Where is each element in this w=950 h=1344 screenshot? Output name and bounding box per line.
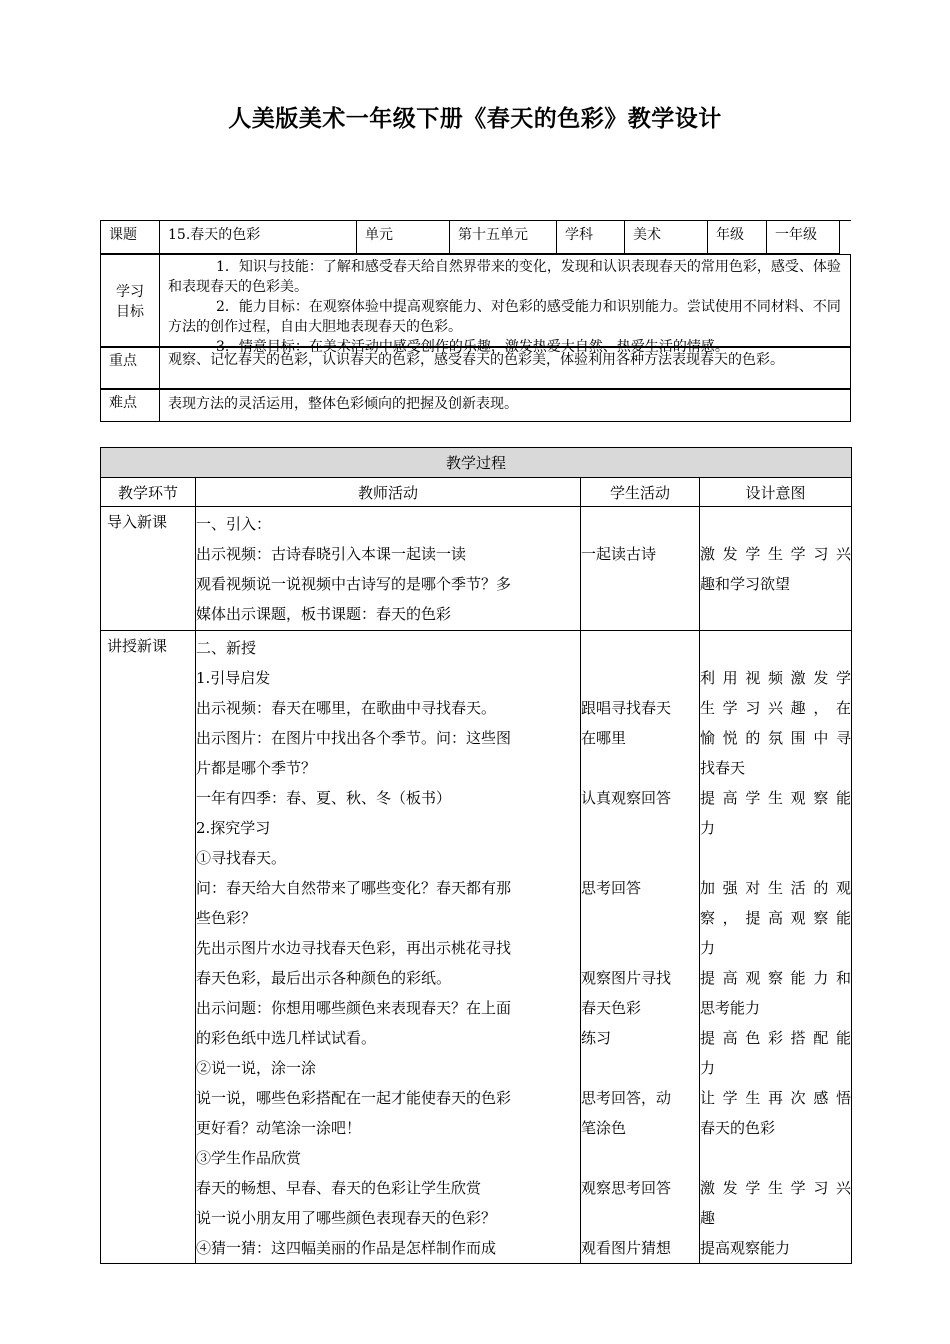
cell-line: 出示视频：古诗春晓引入本课一起读一读 <box>196 545 467 563</box>
subject-label: 学科 <box>557 221 625 254</box>
cell-line: 找春天 <box>700 759 746 777</box>
objective-ability: 2．能力目标：在观察体验中提高观察能力、对色彩的感受能力和识别能力。尝试使用不同材料、不同方法的创作过程，自由大胆地表现春天的色彩。 <box>168 299 841 335</box>
cell-line <box>581 1203 699 1233</box>
cell-line: 春天色彩，最后出示各种颜色的彩纸。 <box>196 969 452 987</box>
cell-line: 二、新授 <box>196 639 257 657</box>
cell-line: 跟唱寻找春天 <box>581 699 672 717</box>
cell-line: 趣 <box>700 1209 716 1227</box>
cell-line: 观察图片寻找 <box>581 969 672 987</box>
student-activity-cell <box>581 631 700 1264</box>
cell-line <box>581 843 699 873</box>
cell-line: 提高学生观察能 <box>700 789 852 807</box>
cell-line: 趣和学习欲望 <box>700 575 791 593</box>
unit-value: 第十五单元 <box>450 221 557 254</box>
cell-line: 观察思考回答 <box>581 1179 672 1197</box>
cell-line: 春天的畅想、早春、春天的色彩让学生欣赏 <box>196 1179 482 1197</box>
col-header-stage: 教学环节 <box>101 478 196 507</box>
cell-line: 加强对生活的观 <box>700 879 852 897</box>
cell-line: 观看视频说一说视频中古诗写的是哪个季节？多 <box>196 575 512 593</box>
cell-line <box>581 933 699 963</box>
cell-line: 些色彩？ <box>196 909 257 927</box>
cell-line: 察，提高观察能 <box>700 909 852 927</box>
cell-line: 媒体出示课题，板书课题：春天的色彩 <box>196 605 452 623</box>
col-header-design: 设计意图 <box>700 478 852 507</box>
cell-line <box>700 843 851 873</box>
grade-label: 年级 <box>708 221 767 254</box>
cell-line: 先出示图片水边寻找春天色彩，再出示桃花寻找 <box>196 939 512 957</box>
cell-line: ④猜一猜：这四幅美丽的作品是怎样制作而成 <box>196 1239 497 1257</box>
cell-line: 让学生再次感悟 <box>700 1089 852 1107</box>
cell-line: 出示图片：在图片中找出各个季节。问：这些图 <box>196 729 512 747</box>
cell-line: 提高色彩搭配能 <box>700 1029 852 1047</box>
teacher-activity-cell <box>196 631 581 1264</box>
cell-line <box>700 633 851 663</box>
objective-emotion: 3．情意目标：在美术活动中感受创作的乐趣，激发热爱大自然、热爱生活的情感。 <box>216 339 729 355</box>
cell-line: 提高观察能力和 <box>700 969 852 987</box>
cell-line: 一、引入： <box>196 515 272 533</box>
cell-line: 提高观察能力 <box>700 1239 791 1257</box>
cell-line: 问：春天给大自然带来了哪些变化？春天都有那 <box>196 879 512 897</box>
cell-line: 思考能力 <box>700 999 761 1017</box>
lesson-info-table <box>100 220 851 422</box>
cell-line: 生学习兴趣，在 <box>700 699 852 717</box>
cell-line <box>581 753 699 783</box>
cell-line <box>581 1143 699 1173</box>
subject-value: 美术 <box>625 221 708 254</box>
student-activity-cell <box>581 507 700 631</box>
course-label: 课题 <box>101 221 160 254</box>
info-row-course <box>100 220 851 254</box>
process-row-new-lesson <box>101 631 852 1264</box>
stage-cell: 讲授新课 <box>101 631 196 1264</box>
info-row-key <box>100 347 851 389</box>
cell-line: 力 <box>700 819 716 837</box>
process-column-headers <box>101 478 852 507</box>
cell-line: 观看图片猜想 <box>581 1239 672 1257</box>
objectives-label: 学习目标 <box>101 255 160 347</box>
key-body: 观察、记忆春天的色彩，认识春天的色彩，感受春天的色彩美，体验利用各种方法表现春天的色彩。 <box>160 348 851 389</box>
cell-line: 一年有四季：春、夏、秋、冬（板书） <box>196 789 452 807</box>
cell-line: 激发学生学习兴 <box>700 545 852 563</box>
cell-line: 利用视频激发学 <box>700 669 852 687</box>
cell-line: 愉悦的氛围中寻 <box>700 729 852 747</box>
cell-line: 春天色彩 <box>581 999 642 1017</box>
objective-knowledge: 1．知识与技能：了解和感受春天给自然界带来的变化，发现和认识表现春天的常用色彩，感受、体验和表现春天的色彩美。 <box>168 259 841 295</box>
cell-line: 说一说，哪些色彩搭配在一起才能使春天的色彩 <box>196 1089 512 1107</box>
cell-line: 思考回答 <box>581 879 642 897</box>
cell-line: ③学生作品欣赏 <box>196 1149 302 1167</box>
design-intent-cell <box>700 631 852 1264</box>
col-header-student: 学生活动 <box>581 478 700 507</box>
cell-line: 2.探究学习 <box>196 819 271 837</box>
cell-line: 在哪里 <box>581 729 627 747</box>
grade-value: 一年级 <box>767 221 840 254</box>
cell-line: 力 <box>700 1059 716 1077</box>
cell-line <box>581 509 699 539</box>
difficulty-label: 难点 <box>101 390 160 422</box>
cell-line <box>581 663 699 693</box>
cell-line: 激发学生学习兴 <box>700 1179 852 1197</box>
cell-line: 1.引导启发 <box>196 669 271 687</box>
process-row-intro <box>101 507 852 631</box>
teaching-process-table <box>100 447 852 1264</box>
teacher-activity-cell <box>196 507 581 631</box>
cell-line <box>700 1143 851 1173</box>
page-title: 人美版美术一年级下册《春天的色彩》教学设计 <box>228 106 722 132</box>
cell-line: 力 <box>700 939 716 957</box>
difficulty-body: 表现方法的灵活运用，整体色彩倾向的把握及创新表现。 <box>160 390 851 422</box>
cell-line: 春天的色彩 <box>700 1119 776 1137</box>
cell-line <box>581 633 699 663</box>
cell-line: 说一说小朋友用了哪些颜色表现春天的色彩？ <box>196 1209 497 1227</box>
process-heading-row <box>101 448 852 478</box>
key-label: 重点 <box>101 348 160 389</box>
process-heading: 教学过程 <box>101 448 852 478</box>
cell-line: ②说一说，涂一涂 <box>196 1059 317 1077</box>
cell-line: 的彩色纸中选几样试试看。 <box>196 1029 377 1047</box>
cell-line: ①寻找春天。 <box>196 849 287 867</box>
cell-line: 练习 <box>581 1029 612 1047</box>
cell-line: 笔涂色 <box>581 1119 627 1137</box>
objectives-body <box>160 255 851 355</box>
cell-line <box>581 1053 699 1083</box>
cell-line: 出示问题：你想用哪些颜色来表现春天？在上面 <box>196 999 512 1017</box>
design-intent-cell <box>700 507 852 631</box>
cell-line: 一起读古诗 <box>581 545 657 563</box>
stage-cell: 导入新课 <box>101 507 196 631</box>
cell-line: 思考回答，动 <box>581 1089 672 1107</box>
cell-line: 更好看？动笔涂一涂吧！ <box>196 1119 362 1137</box>
cell-line: 认真观察回答 <box>581 789 672 807</box>
info-row-difficulty <box>100 389 851 422</box>
cell-line <box>581 903 699 933</box>
unit-label: 单元 <box>357 221 450 254</box>
col-header-teacher: 教师活动 <box>196 478 581 507</box>
course-value: 15.春天的色彩 <box>160 221 357 254</box>
cell-line <box>700 509 851 539</box>
info-row-objectives <box>100 254 851 355</box>
cell-line: 片都是哪个季节？ <box>196 759 317 777</box>
cell-line: 出示视频：春天在哪里，在歌曲中寻找春天。 <box>196 699 497 717</box>
cell-line <box>581 813 699 843</box>
